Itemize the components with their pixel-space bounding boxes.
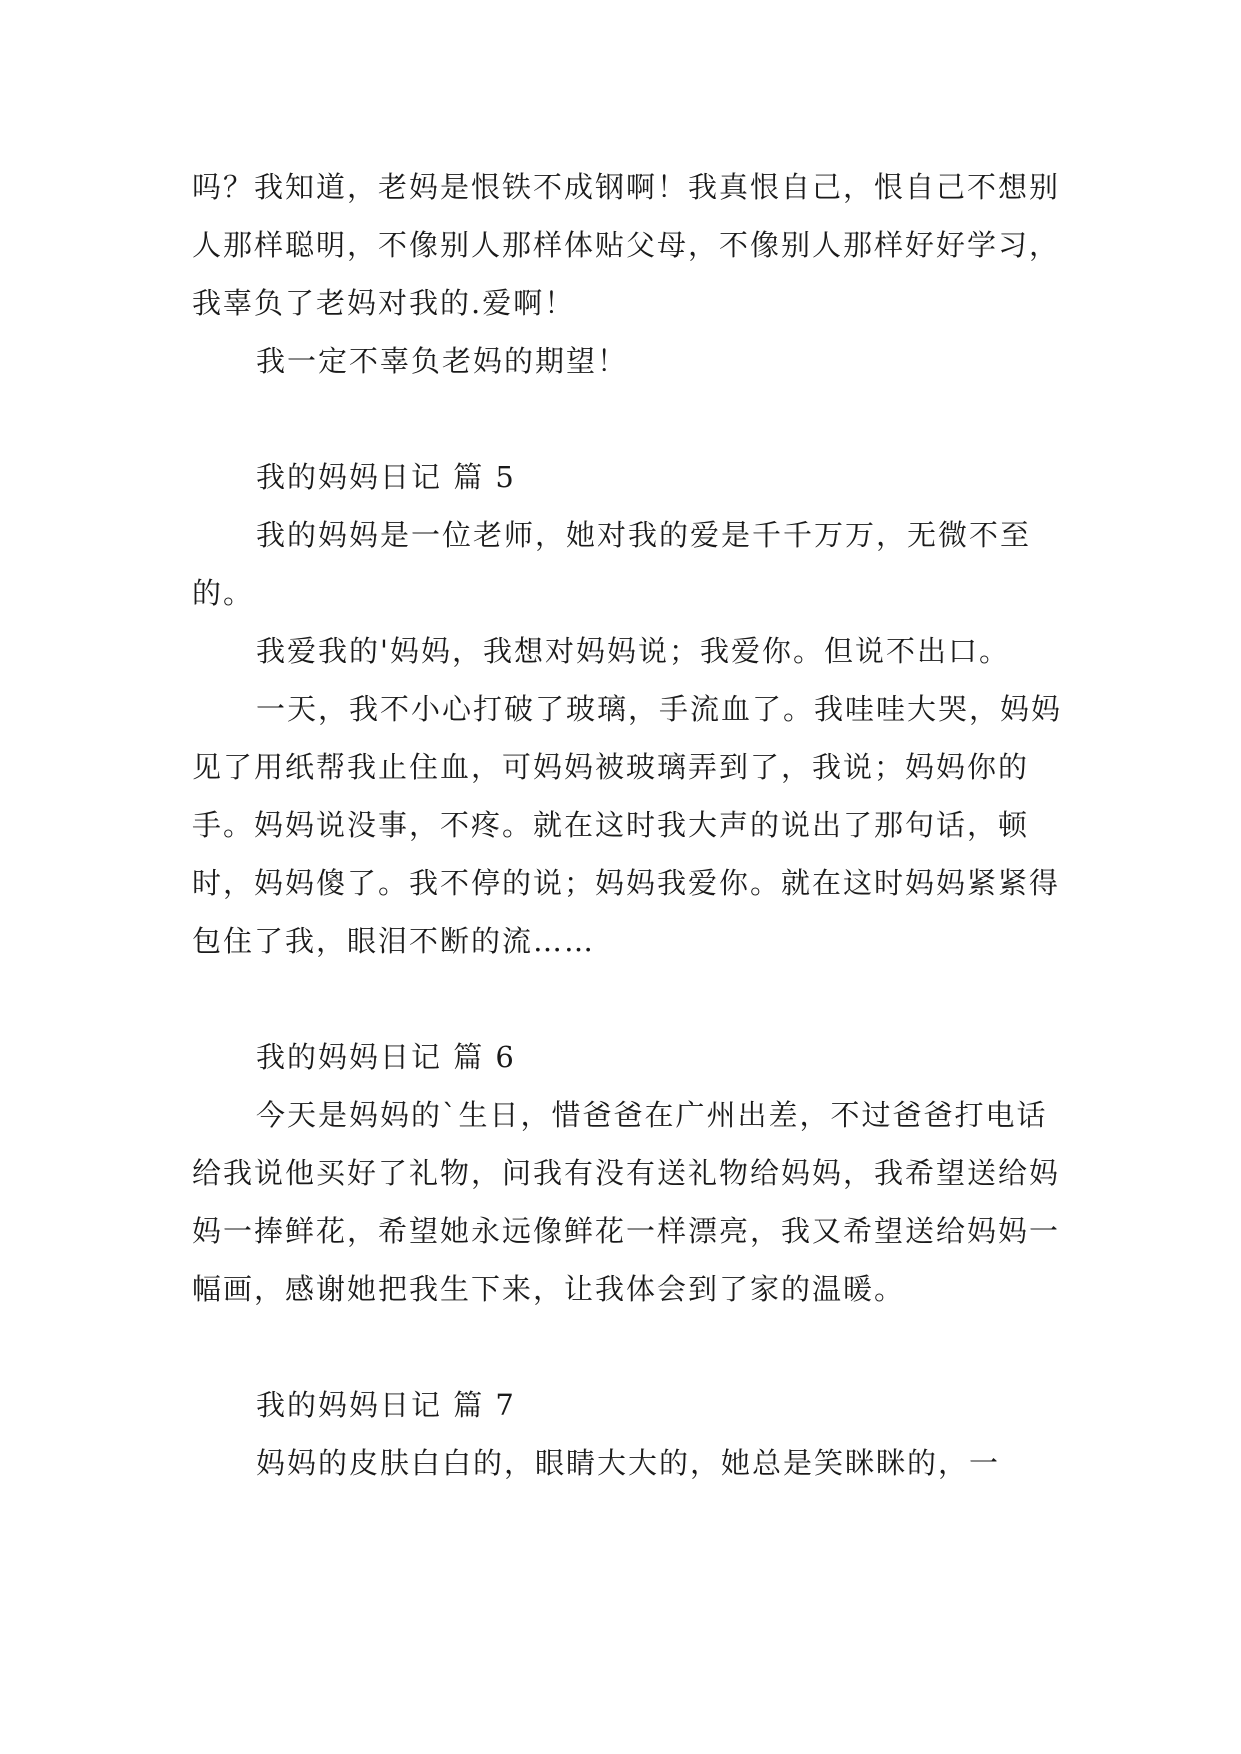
- section-gap: [192, 970, 1072, 1028]
- section-title: 我的妈妈日记 篇 6: [256, 1040, 516, 1074]
- section-gap: [192, 1318, 1072, 1376]
- paragraph: 我一定不辜负老妈的期望！: [256, 344, 629, 378]
- paragraph: 一天，我不小心打破了玻璃，手流血了。我哇哇大哭，妈妈见了用纸帮我止住血，可妈妈被玻璃弄到了，我说；妈妈你的手。妈妈说没事，不疼。就在这时我大声的说出了那句话，顿时，妈妈傻了。我不停的说；妈妈我爱你。就在这时妈妈紧紧得包住了我，眼泪不断的流……: [192, 692, 1063, 958]
- paragraph: 我爱我的'妈妈，我想对妈妈说；我爱你。但说不出口。: [256, 634, 1010, 668]
- paragraph-continued: 吗？我知道，老妈是恨铁不成钢啊！我真恨自己，恨自己不想别人那样聪明，不像别人那样体贴父母，不像别人那样好好学习，我辜负了老妈对我的.爱啊！: [192, 170, 1061, 320]
- section-gap: [192, 390, 1072, 448]
- paragraph: 妈妈的皮肤白白的，眼睛大大的，她总是笑眯眯的，一: [256, 1446, 1001, 1480]
- section-title: 我的妈妈日记 篇 7: [256, 1388, 516, 1422]
- paragraph: 我的妈妈是一位老师，她对我的爱是千千万万，无微不至的。: [192, 518, 1032, 610]
- paragraph: 今天是妈妈的`生日，惜爸爸在广州出差，不过爸爸打电话给我说他买好了礼物，问我有没有送礼物给妈妈，我希望送给妈妈一捧鲜花，希望她永远像鲜花一样漂亮，我又希望送给妈妈一幅画，感谢她把我生下来，让我体会到了家的温暖。: [192, 1098, 1061, 1306]
- section-title: 我的妈妈日记 篇 5: [256, 460, 516, 494]
- document-body: [192, 158, 1072, 1492]
